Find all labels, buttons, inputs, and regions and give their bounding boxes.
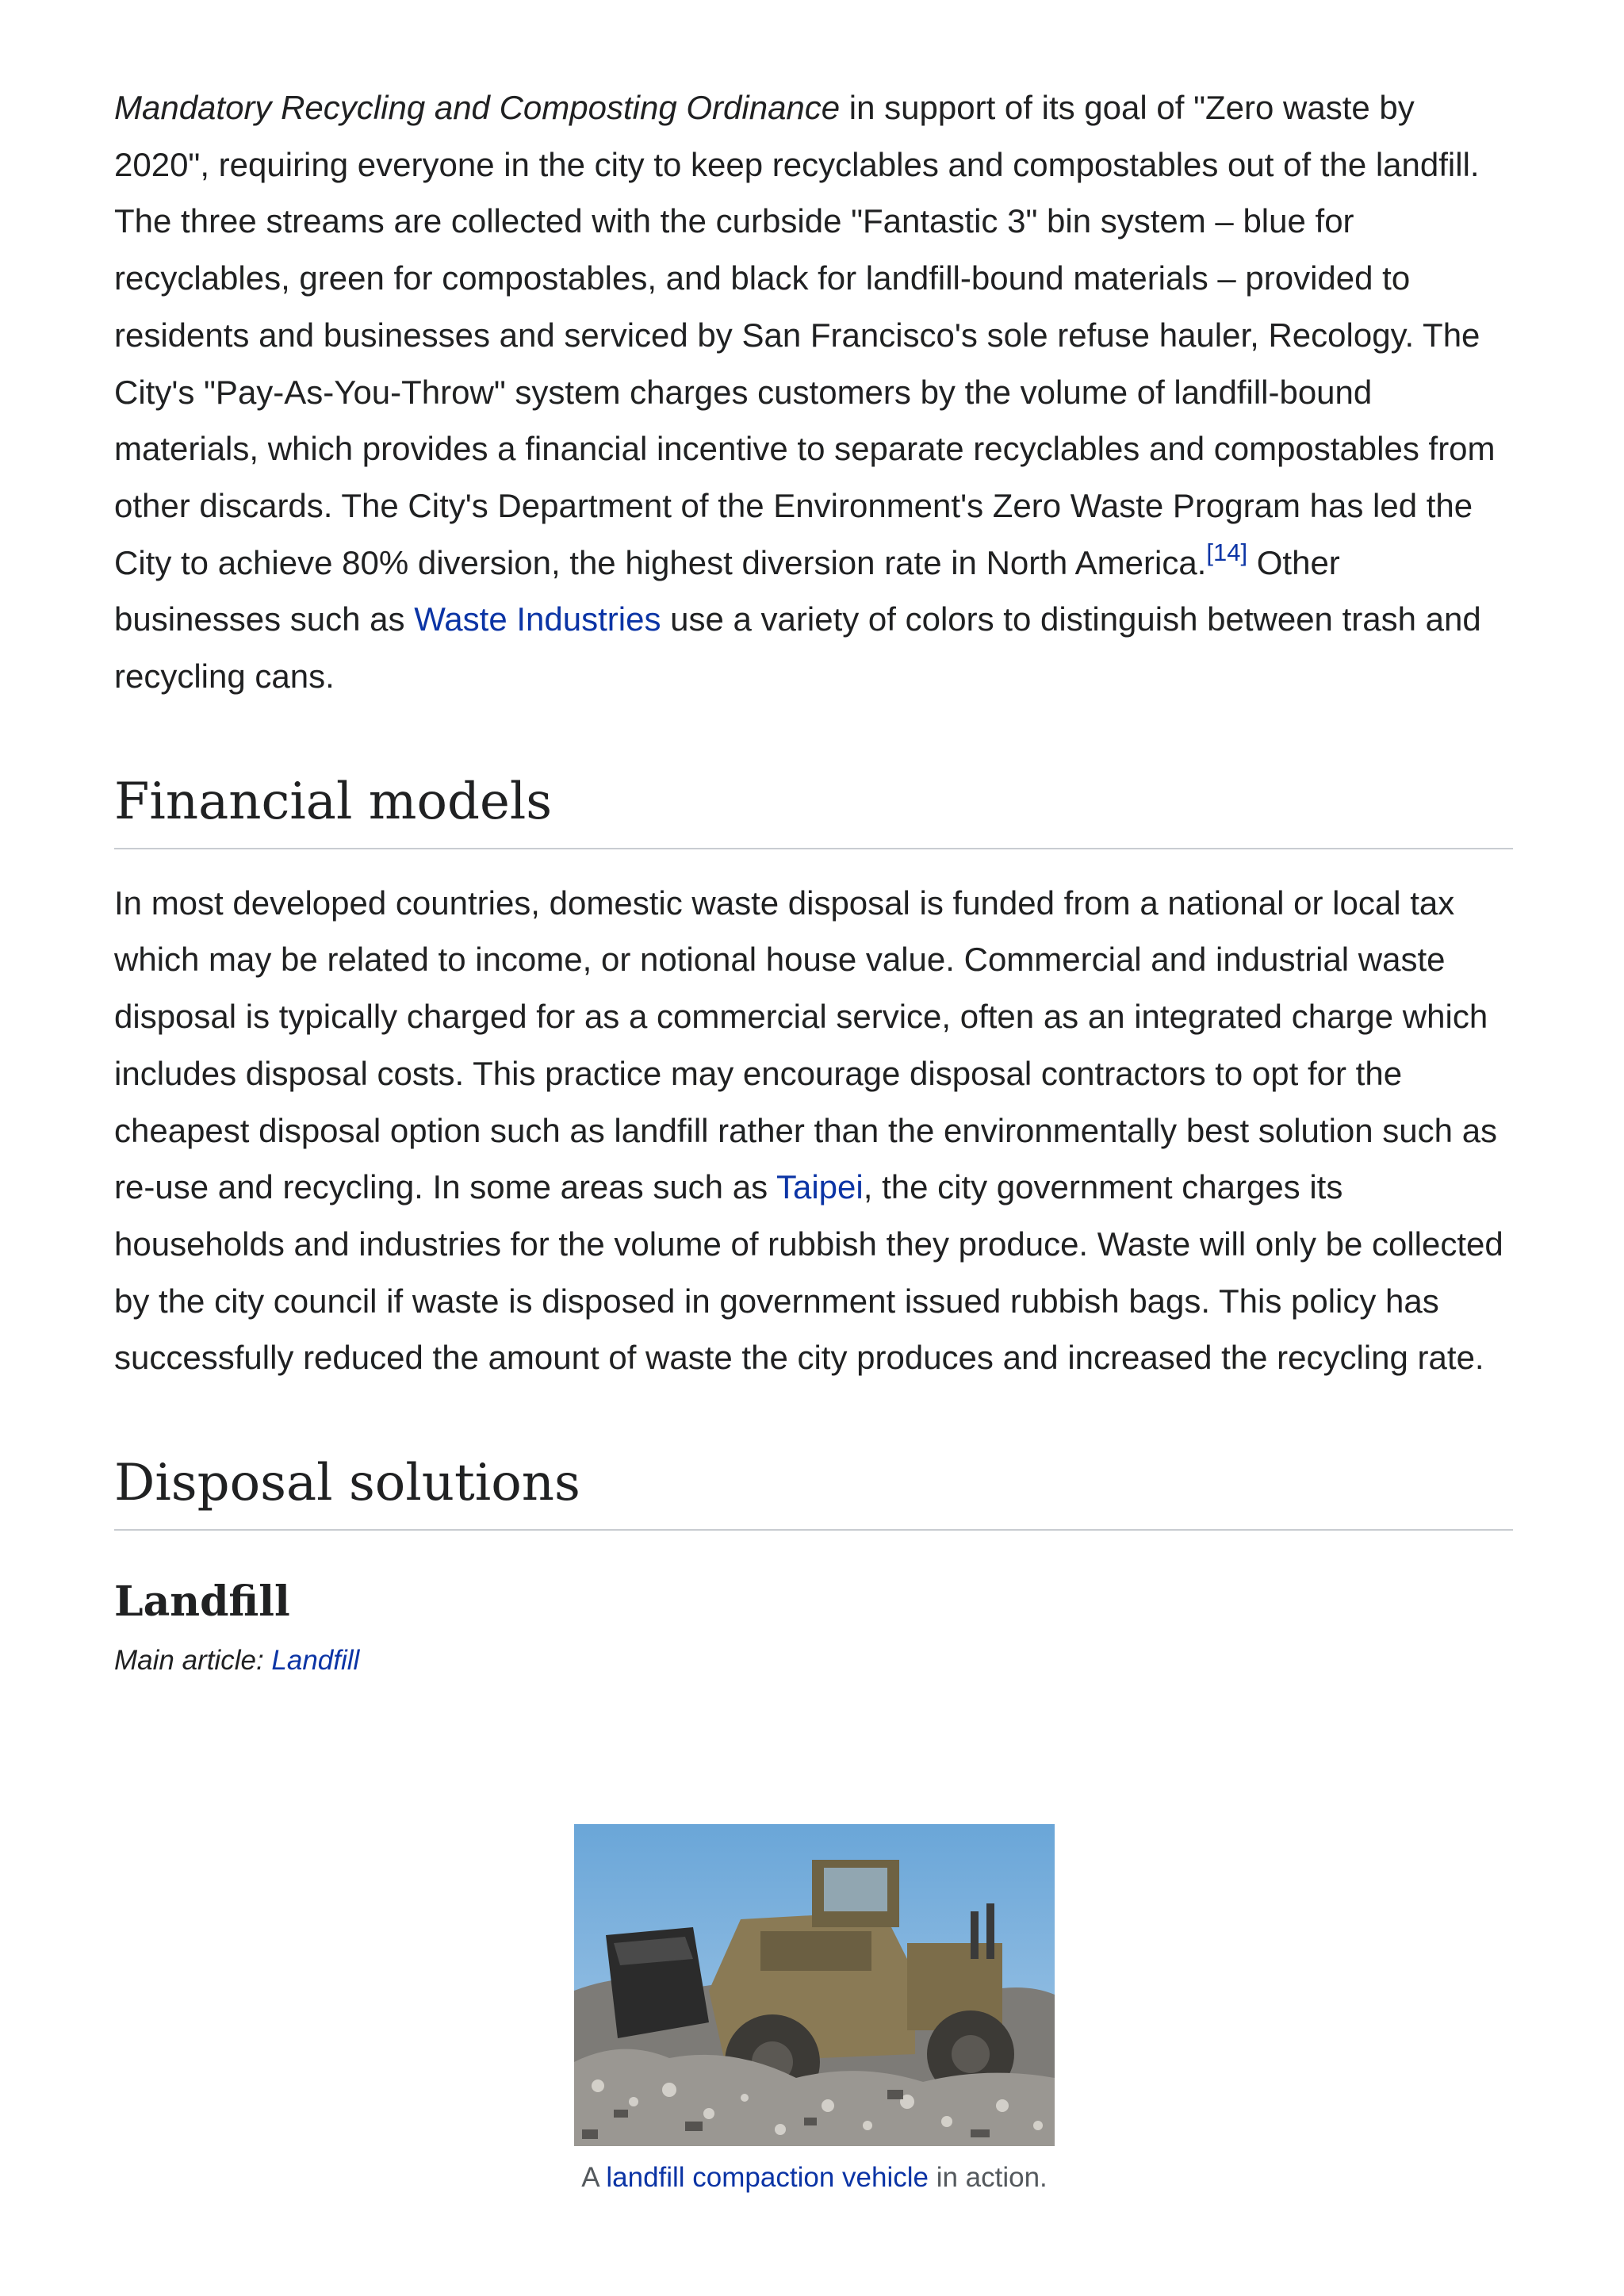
landfill-article-link[interactable]: Landfill [271,1645,360,1677]
financial-models-heading: Financial models [114,772,553,831]
citation-14[interactable] [1206,539,1247,566]
landfill-heading: Landfill [114,1577,290,1627]
figure-caption [574,2160,1055,2195]
compaction-vehicle-link[interactable]: landfill compaction vehicle [606,2162,929,2193]
section-divider [114,1529,1513,1531]
financial-text-2: , the city government charges its households and industries for the volume of rubbish they produce. Waste will only be collected by the city council if waste is disposed in government issued rubbish bags. This policy has successfully reduced the amount of waste the city produces and increased the recycling rate. [114,1168,1503,1377]
caption-suffix: in action. [928,2162,1048,2193]
citation-14-link[interactable]: [14] [1206,538,1248,566]
taipei-link[interactable]: Taipei [776,1168,864,1206]
financial-text-1: In most developed countries, domestic waste disposal is funded from a national or local tax which may be related to income, or notional house value. Commercial and industrial waste disposal is typically charged for as a commercial service, often as an integrated charge which includes disposal costs. This practice may encourage disposal contractors to opt for the cheapest disposal option such as landfill rather than the environmentally best solution such as re-use and recycling. In some areas such as [114,884,1498,1206]
intro-text-1: in support of its goal of "Zero waste by 2020", requiring everyone in the city to keep recyclables and compostables out of the landfill. The three streams are collected with the curbside "Fantastic 3" bin system – blue for recyclables, green for compostables, and black for landfill-bound materials – provided to residents and businesses and serviced by San Francisco's sole refuse hauler, Recology. The City's "Pay-As-You-Throw" system charges customers by the volume of landfill-bound materials, which provides a financial incentive to separate recyclables and compostables from other discards. The City's Department of the Environment's Zero Waste Program has led the City to achieve 80% diversion, the highest diversion rate in North America. [114,89,1496,581]
intro-text-2: Other businesses such as [114,543,1340,638]
ordinance-title: Mandatory Recycling and Composting Ordinance [114,89,841,126]
hatnote-prefix: Main article: [114,1645,272,1677]
caption-prefix: A [581,2162,607,2193]
section-divider [114,848,1513,849]
financial-paragraph [114,875,1513,1386]
waste-industries-link[interactable]: Waste Industries [414,600,661,638]
disposal-solutions-heading: Disposal solutions [114,1454,580,1513]
intro-text-3: use a variety of colors to distinguish between trash and recycling cans. [114,600,1481,696]
landfill-compactor-photo[interactable] [574,1824,1055,2146]
landfill-figure [574,1824,1055,2195]
article-content [114,79,1513,1678]
main-article-hatnote [114,1643,1513,1678]
intro-paragraph [114,79,1513,705]
